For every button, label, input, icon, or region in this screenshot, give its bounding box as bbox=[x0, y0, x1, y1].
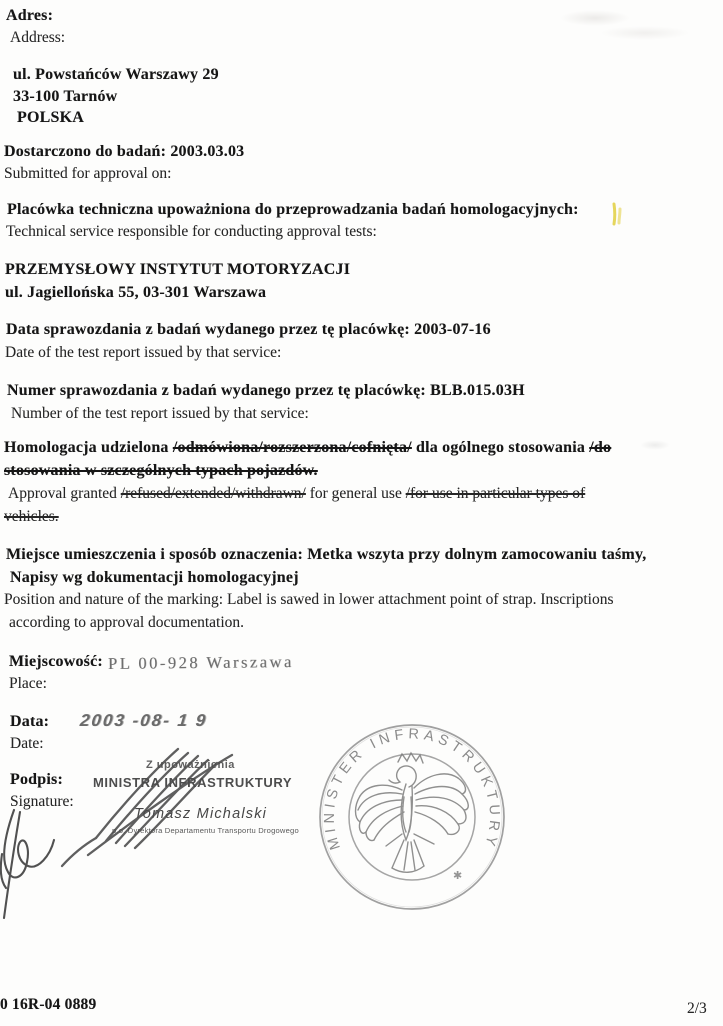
signature-label-en: Signature: bbox=[10, 793, 74, 810]
marking-en-line1: Position and nature of the marking: Label is sawed in lower attachment point of strap. Inscriptions bbox=[4, 591, 614, 608]
signature-scribble-left bbox=[0, 798, 90, 926]
address-country: POLSKA bbox=[17, 109, 84, 126]
signer-title: p.o. Dyrektora Departamentu Transportu Drogowego bbox=[112, 826, 299, 835]
yellow-highlight-mark bbox=[606, 200, 632, 228]
signature-label-pl: Podpis: bbox=[10, 771, 63, 788]
approval-en-normal2: for general use bbox=[305, 485, 406, 502]
date-stamped-value: 2003 -08- 1 9 bbox=[79, 711, 209, 730]
report-number-en: Number of the test report issued by that service: bbox=[11, 405, 309, 422]
scan-smudge bbox=[600, 26, 690, 40]
approval-pl-line2: stosowania w szczególnych typach pojazdów. bbox=[4, 462, 318, 479]
report-number-pl: Numer sprawozdania z badań wydanego przez tę placówkę: BLB.015.03H bbox=[7, 382, 525, 399]
approval-en-struck2: /for use in particular types of bbox=[405, 485, 586, 502]
submitted-line-pl: Dostarczono do badań: 2003.03.03 bbox=[4, 143, 245, 160]
signer-name: Tomasz Michalski bbox=[134, 806, 268, 822]
marking-pl-line1: Miejsce umieszczenia i sposób oznaczenia: Metka wszyta przy dolnym zamocowaniu taśmy, bbox=[6, 546, 647, 563]
address-label-pl: Adres: bbox=[6, 7, 54, 24]
institute-name: PRZEMYSŁOWY INSTYTUT MOTORYZACJI bbox=[5, 261, 351, 278]
submitted-line-en: Submitted for approval on: bbox=[4, 165, 172, 182]
authority-stamp-line1: Z upoważnienia bbox=[146, 759, 235, 771]
address-street: ul. Powstańców Warszawy 29 bbox=[13, 66, 219, 83]
date-label-en: Date: bbox=[10, 735, 44, 752]
date-label-pl: Data: bbox=[10, 713, 50, 730]
signature-scribble-hatch bbox=[60, 742, 270, 872]
report-date-pl: Data sprawozdania z badań wydanego przez tę placówkę: 2003-07-16 bbox=[6, 321, 491, 338]
place-label-en: Place: bbox=[9, 675, 47, 692]
address-label-en: Address: bbox=[10, 29, 66, 46]
institute-address: ul. Jagiellońska 55, 03-301 Warszawa bbox=[5, 284, 267, 301]
approval-en-line1 bbox=[8, 485, 585, 503]
address-postal-city: 33-100 Tarnów bbox=[13, 88, 118, 105]
report-date-en: Date of the test report issued by that service: bbox=[5, 344, 282, 361]
approval-en-struck1: /refused/extended/withdrawn/ bbox=[120, 485, 306, 502]
marking-en-line2: according to approval documentation. bbox=[9, 614, 245, 631]
footer-document-code: 0 16R-04 0889 bbox=[0, 996, 97, 1013]
round-official-stamp bbox=[316, 721, 508, 913]
authority-stamp-line2: MINISTRA INFRASTRUKTURY bbox=[93, 775, 293, 790]
approval-en-line2: vehicles. bbox=[4, 508, 59, 525]
stamp-star-icon: ✱ bbox=[453, 870, 463, 882]
scan-smudge bbox=[640, 440, 670, 450]
marking-pl-line2: Napisy wg dokumentacji homologacyjnej bbox=[10, 569, 299, 586]
place-stamped-value: PL 00-928 Warszawa bbox=[107, 652, 294, 673]
approval-en-normal1: Approval granted bbox=[8, 485, 121, 502]
approval-pl-normal2: dla ogólnego stosowania bbox=[411, 439, 590, 456]
scan-smudge bbox=[560, 10, 630, 26]
stamp-circular-text: MINISTER INFRASTRUKTURY bbox=[321, 726, 503, 852]
approval-pl-struck1: /odmówiona/rozszerzona/cofnięta/ bbox=[172, 439, 412, 456]
approval-pl-line1 bbox=[4, 439, 611, 457]
approval-pl-normal1: Homologacja udzielona bbox=[4, 439, 173, 456]
footer-page-number: 2/3 bbox=[687, 1000, 707, 1017]
approval-pl-struck2: /do bbox=[589, 439, 612, 456]
technical-service-pl: Placówka techniczna upoważniona do przeprowadzania badań homologacyjnych: bbox=[7, 201, 579, 218]
place-label-pl: Miejscowość: bbox=[9, 653, 103, 670]
eagle-emblem-icon bbox=[356, 753, 469, 872]
technical-service-en: Technical service responsible for conducting approval tests: bbox=[6, 223, 377, 240]
